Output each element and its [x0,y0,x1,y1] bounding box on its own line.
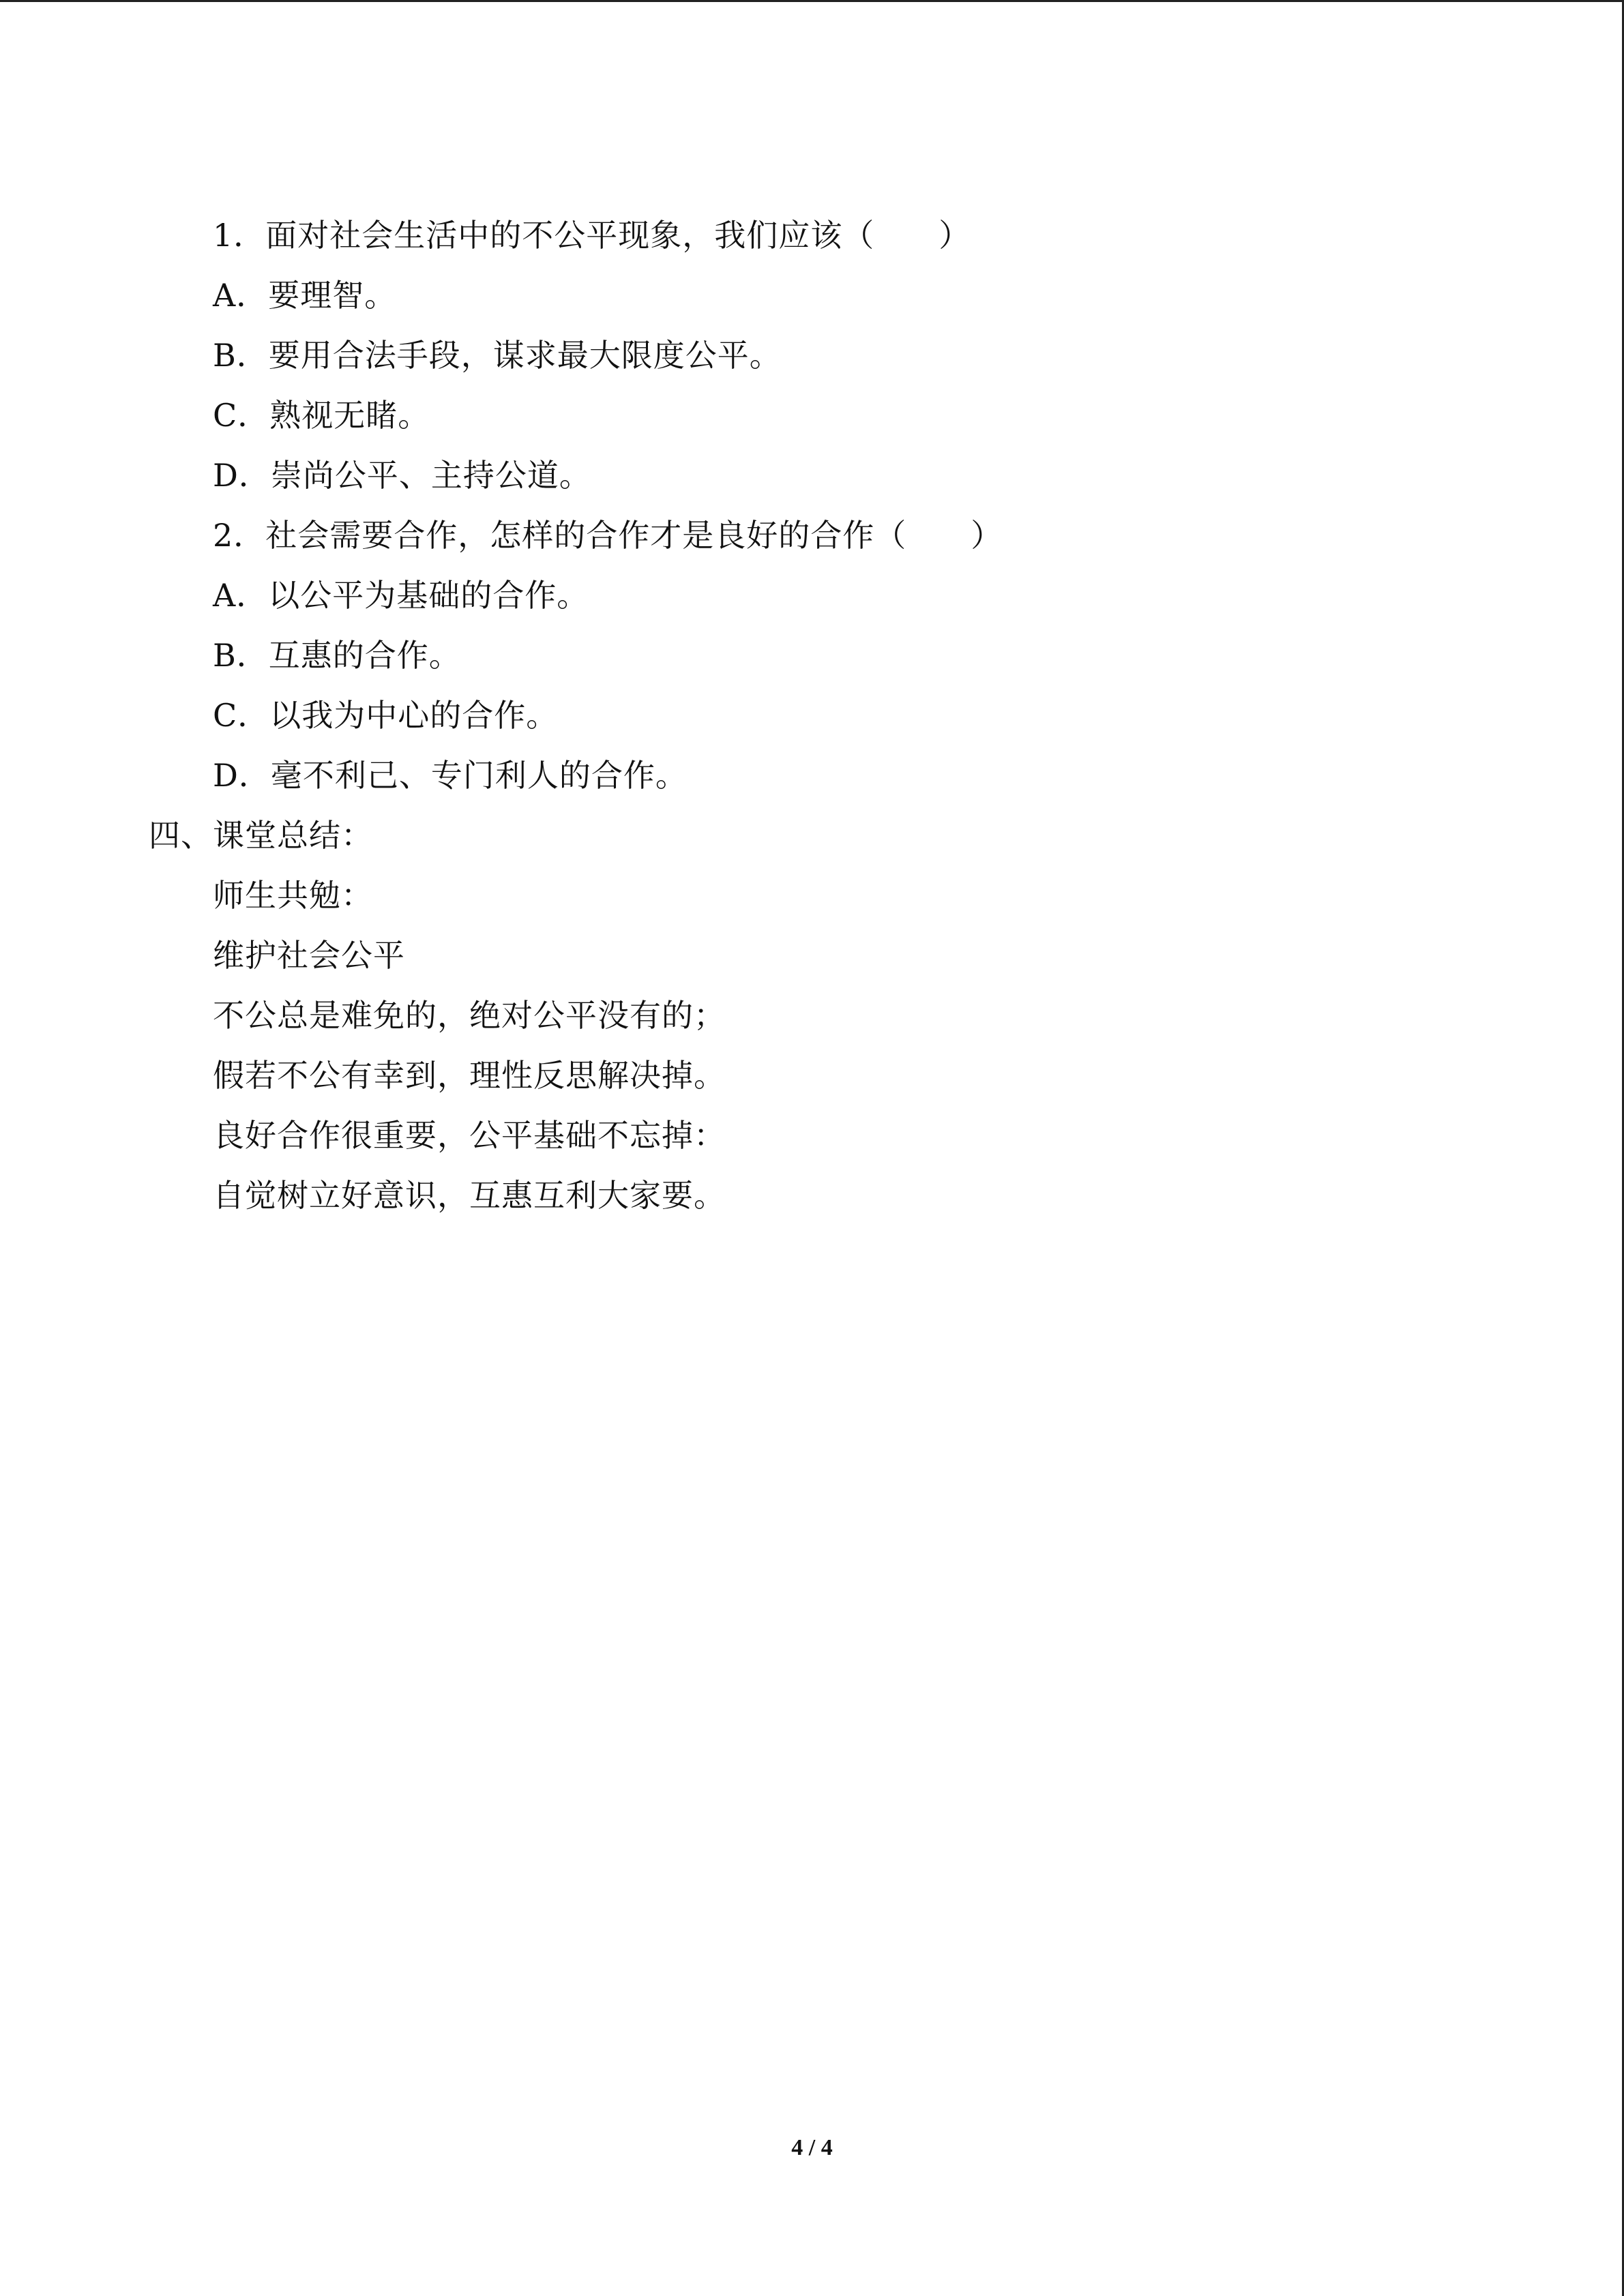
question-1-option-c: C．熟视无睹。 [213,397,430,434]
question-1-stem: 1．面对社会生活中的不公平现象，我们应该（ ） [213,217,971,254]
summary-line: 师生共勉： [213,877,373,914]
question-1-option-b: B．要用合法手段，谋求最大限度公平。 [213,337,782,374]
question-2-stem: 2．社会需要合作，怎样的合作才是良好的合作（ ） [213,517,1003,554]
page-number: 4 / 4 [791,2135,833,2160]
question-1-option-a: A．要理智。 [213,277,397,314]
question-1-option-d: D．崇尚公平、主持公道。 [213,457,591,494]
page-top-border [0,0,1624,2]
question-2-option-a: A．以公平为基础的合作。 [213,577,589,614]
summary-line: 维护社会公平 [213,937,405,974]
question-2-option-d: D．毫不利己、专门利人的合作。 [213,757,688,794]
summary-line: 不公总是难免的，绝对公平没有的； [213,997,726,1034]
question-2-option-b: B．互惠的合作。 [213,637,461,674]
summary-line: 假若不公有幸到，理性反思解决掉。 [213,1057,726,1094]
question-2-option-c: C．以我为中心的合作。 [213,697,559,734]
summary-heading: 四、课堂总结： [149,817,373,854]
summary-line: 良好合作很重要，公平基础不忘掉： [213,1117,726,1154]
summary-line: 自觉树立好意识，互惠互利大家要。 [213,1177,726,1214]
